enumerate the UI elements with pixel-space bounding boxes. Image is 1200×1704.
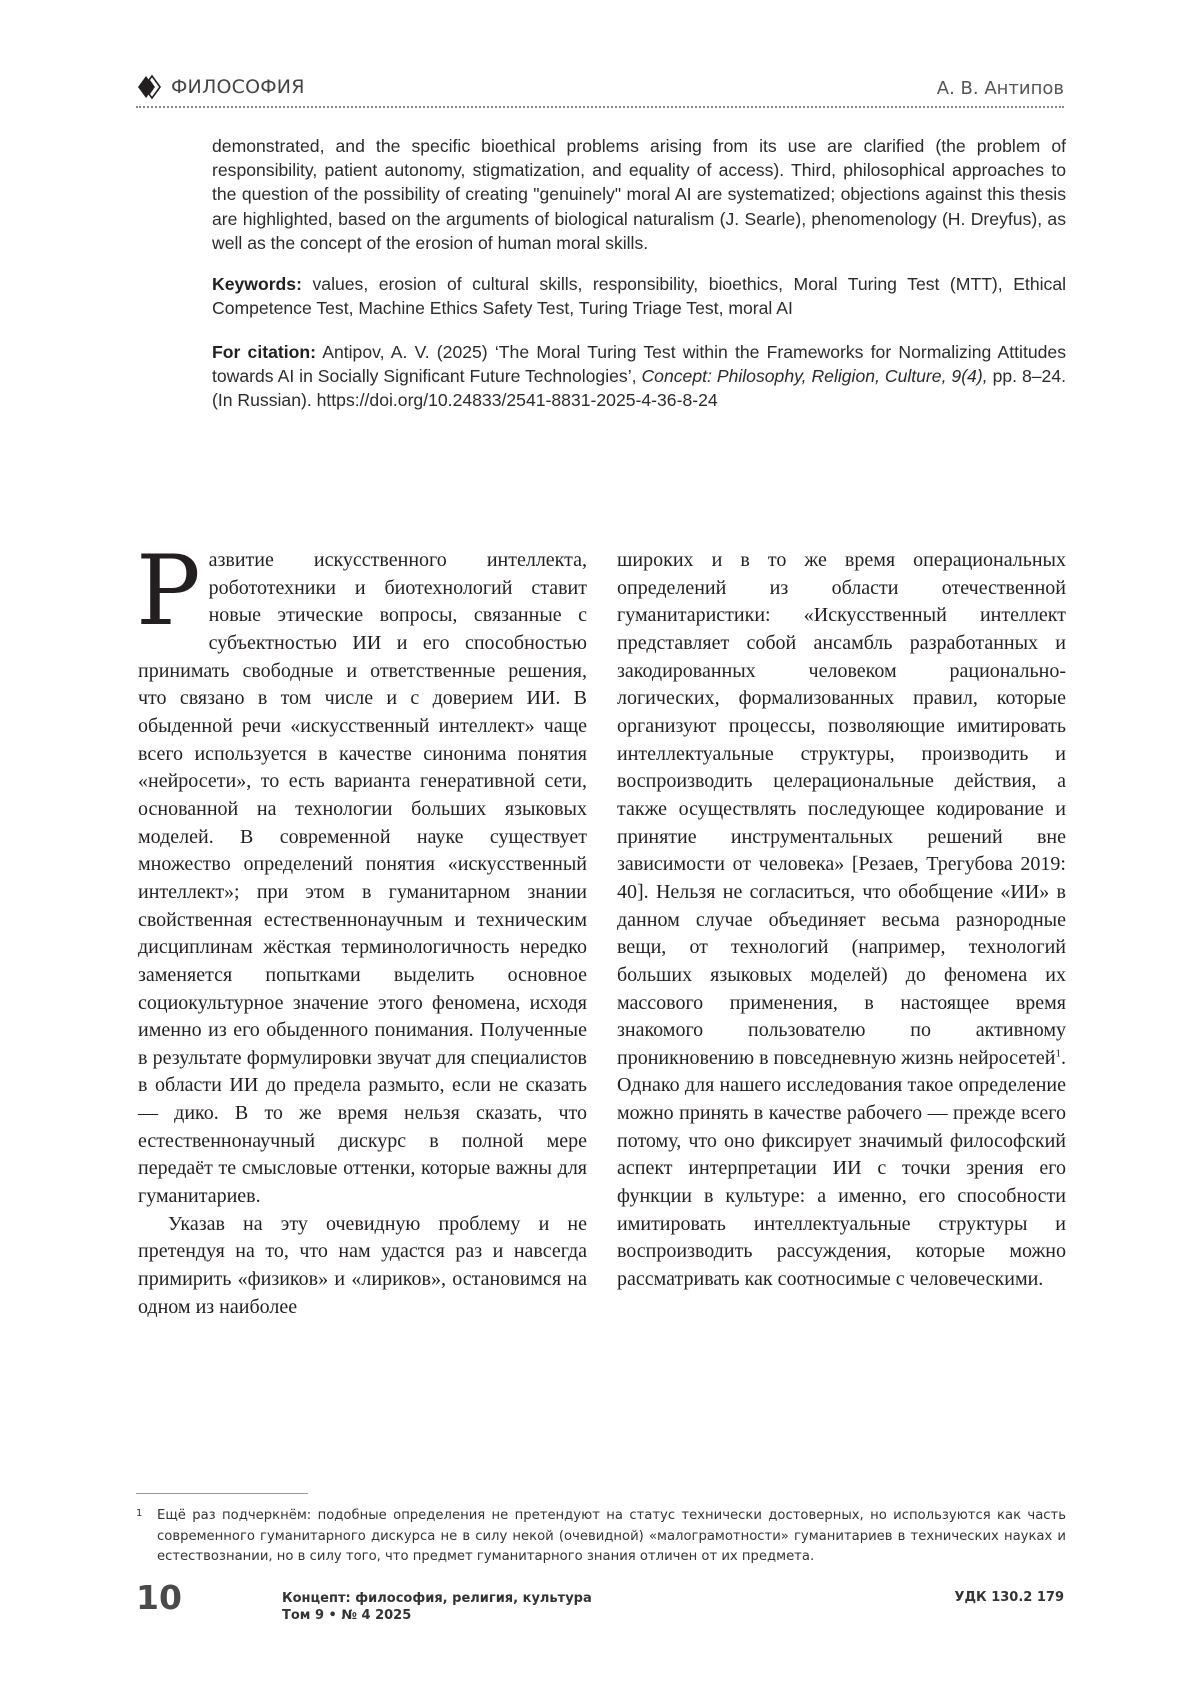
keywords	[212, 272, 1066, 320]
footnote-text: Ещё раз подчеркнём: подобные определения не претендуют на статус технически достоверных, но используются как часть современного гуманитарного дискурса не в силу некой (очевидной) «малограмотности» гуманитариев в технических науках и естествознании, но в силу того, что предмет гуманитарного знания отличен от их предмета.	[157, 1508, 1066, 1564]
body-paragraph-3-text: широких и в то же время операциональных определений из области отечественной гуманитаристики: «Искусственный интеллект представляет собой ансамбль разработанных и закодированных человеком рационально-логических, формализованных правил, которые организуют процессы, позволяющие имитировать интеллектуальные структуры, производить и воспроизводить целерациональные действия, а также осуществлять последующее кодирование и принятие инструментальных решений вне зависимости от человека» [Резаев, Трегубова 2019: 40]. Нельзя не согласиться, что обобщение «ИИ» в данном случае объединяет весьма разнородные вещи, от технологий (например, технологий больших языковых моделей) до феномена их массового применения, в настоящее время знакомого пользователю по активному проникновению в повседневную жизнь нейросетей	[617, 549, 1066, 1069]
citation-text: Antipov, A. V. (2025) ‘The Moral Turing Test within the Frameworks for Normalizing Attitudes towards AI in Socially Significant Future Technologies’,	[212, 342, 1066, 387]
journal-info	[282, 1590, 592, 1624]
body-paragraph-2: Указав на эту очевидную проблему и не претендуя на то, что нам удастся раз и навсегда примирить «физиков» и «лириков», остановимся на одном из наиболее	[138, 1212, 587, 1318]
journal-issue: Том 9 • № 4 2025	[282, 1608, 412, 1623]
citation-tail: pp. 8–24. (In Russian). https://doi.org/10.24833/2541-8831-2025-4-36-8-24	[212, 366, 1067, 411]
diamond-icon	[136, 74, 162, 100]
body-paragraph-3	[617, 547, 1066, 1294]
running-header	[136, 70, 1064, 108]
drop-cap: Р	[136, 535, 201, 647]
section-label-group	[136, 74, 305, 100]
footnote-divider	[136, 1493, 308, 1494]
citation	[212, 340, 1066, 413]
keywords-paragraph	[212, 272, 1066, 320]
abstract-paragraph: demonstrated, and the specific bioethical problems arising from its use are clarified (the problem of responsibility, patient autonomy, stigmatization, and equality of access). Third, philosophical approaches to the question of the possibility of creating "genuinely" moral AI are systematized; objections against this thesis are highlighted, based on the arguments of biological naturalism (J. Searle), phenomenology (H. Dreyfus), as well as the concept of the erosion of human moral skills.	[212, 136, 1066, 253]
abstract-text	[212, 134, 1066, 255]
footnote-number: 1	[136, 1508, 143, 1519]
footnote	[136, 1506, 1066, 1568]
body-paragraph-1	[136, 535, 587, 1211]
udk-code: УДК 130.2 179	[954, 1590, 1064, 1605]
journal-name: Концепт: философия, религия, культура	[282, 1591, 592, 1606]
citation-label: For citation:	[212, 342, 316, 362]
author-name: А. В. Антипов	[936, 78, 1064, 99]
citation-journal: Concept: Philosophy, Religion, Culture, 9(4),	[641, 366, 988, 387]
body-paragraph-3-continuation: . Однако для нашего исследования такое определение можно принять в качестве рабочего — прежде всего потому, что оно фиксирует значимый философский аспект интерпретации ИИ с точки зрения его функции в культуре: а именно, его способности имитировать интеллектуальные структуры и воспроизводить рассуждения, которые можно рассматривать как соотносимые с человеческими.	[617, 1046, 1066, 1291]
section-title: ФИЛОСОФИЯ	[171, 76, 305, 98]
citation-paragraph	[212, 340, 1066, 413]
footnote-reference[interactable]: 1	[1055, 1047, 1061, 1060]
body-column-left	[136, 535, 587, 1321]
body-paragraph-1-text: азвитие искусственного интеллекта, робототехники и биотехнологий ставит новые этические вопросы, связанные с субъектностью ИИ и его способностью принимать свободные и ответственные решения, что связано в том числе и с доверием ИИ. В обыденной речи «искусственный интеллект» чаще всего используется в качестве синонима понятия «нейросети», то есть варианта генеративной сети, основанной на технологии больших языковых моделей. В современной науке существует множество определений понятия «искусственный интеллект»; при этом в гуманитарном знании свойственная естественнонаучным и техническим дисциплинам жёсткая терминологичность нередко заменяется попытками выделить основное социокультурное значение этого феномена, исходя именно из его обыденного понимания. Полученные в результате формулировки звучат для специалистов в области ИИ до предела размыто, если не сказать — дико. В то же время нельзя сказать, что естественнонаучный дискурс в полной мере передаёт те смысловые оттенки, которые важны для гуманитариев.	[138, 549, 587, 1208]
body-column-right	[617, 547, 1066, 1294]
keywords-label: Keywords:	[212, 274, 302, 294]
page-number: 10	[136, 1578, 182, 1617]
keywords-list: values, erosion of cultural skills, responsibility, bioethics, Moral Turing Test (MTT), Ethical Competence Test, Machine Ethics Safety Test, Turing Triage Test, moral AI	[212, 274, 1067, 319]
